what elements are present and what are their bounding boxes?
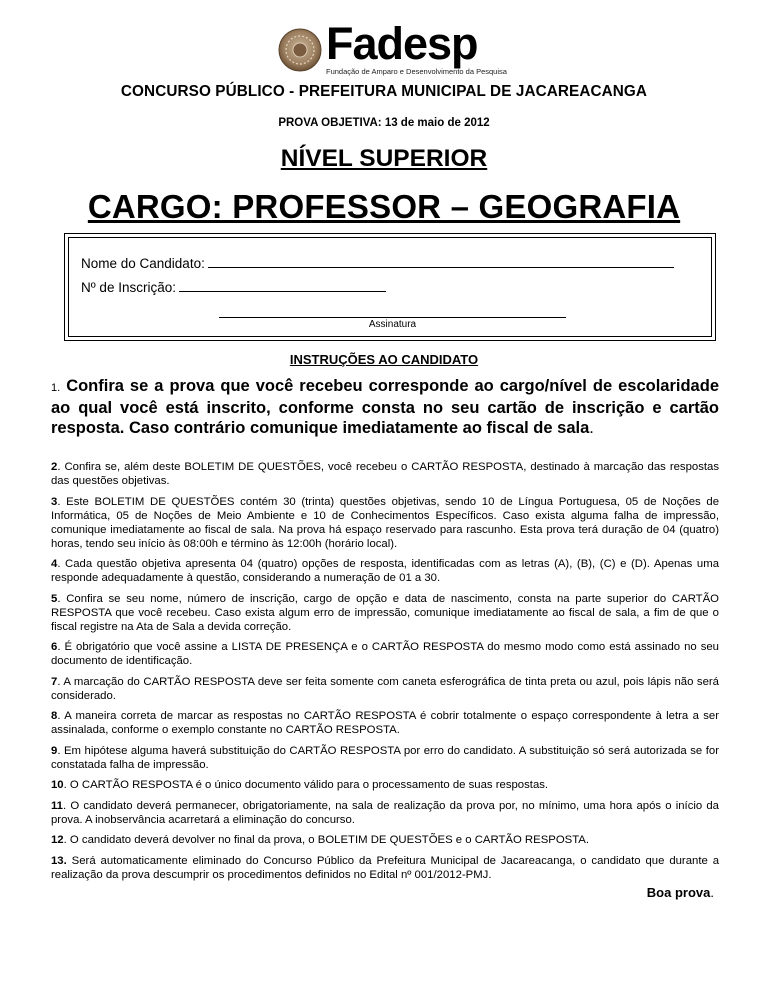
instruction-text: Confira se a prova que você recebeu corresponde ao cargo/nível de escolaridade ao qual você está inscrito, conforme consta no seu cartão de inscrição e cartão resposta. Caso contrário comunique imediatamente ao fiscal de sala bbox=[51, 377, 719, 437]
concurso-title: CONCURSO PÚBLICO - PREFEITURA MUNICIPAL DE JACAREACANGA bbox=[120, 83, 648, 100]
instruction-text: . O CARTÃO RESPOSTA é o único documento válido para o processamento de suas respostas. bbox=[63, 779, 549, 791]
cargo-title: CARGO: PROFESSOR – GEOGRAFIA bbox=[87, 188, 681, 225]
instruction-text: . Cada questão objetiva apresenta 04 (quatro) opções de resposta, identificadas com as letras (A), (B), (C) e (D). Apenas uma responde adequadamente à questão, considerando a numeração de 01 a 30. bbox=[51, 558, 719, 584]
candidate-info-inner bbox=[68, 237, 712, 337]
instruction-item-10 bbox=[51, 778, 719, 792]
instruction-number: 8 bbox=[51, 710, 58, 722]
instruction-number: 13. bbox=[51, 854, 67, 867]
instruction-number: 10 bbox=[51, 779, 64, 791]
instruction-end: . bbox=[589, 419, 594, 437]
instructions-title: INSTRUÇÕES AO CANDIDATO bbox=[289, 352, 479, 367]
inscricao-label: Nº de Inscrição: bbox=[81, 280, 176, 295]
instruction-item-1 bbox=[51, 376, 719, 438]
instruction-number: 5 bbox=[51, 592, 58, 605]
instruction-text: Será automaticamente eliminado do Concurso Público da Prefeitura Municipal de Jacareacanga, o candidato que durante a realização da prova descumprir os procedimentos definidos no Edital nº 001/2012-PMJ. bbox=[51, 854, 719, 881]
instruction-list bbox=[51, 460, 719, 888]
instruction-text: . O candidato deverá permanecer, obrigatoriamente, na sala de realização da prova por, no mínimo, uma hora após o início da prova. A inobservância acarretará a eliminação do concurso. bbox=[51, 799, 719, 826]
instruction-text: . Este BOLETIM DE QUESTÕES contém 30 (trinta) questões objetivas, sendo 10 de Língua Portuguesa, 05 de Noções de Informática, 05 de Noções de Meio Ambiente e 10 de Conhecimentos Específicos. Caso exista alguma falha de impressão, comunique imediatamente ao fiscal de sala. Na prova há espaço reservado para rascunho. Esta prova terá duração de 04 (quatro) horas, tendo seu início às 08:00h e término às 12:00h (horário local). bbox=[51, 495, 719, 550]
candidate-name-line[interactable] bbox=[208, 254, 674, 268]
candidate-name-field[interactable] bbox=[81, 254, 674, 271]
nivel-title: NÍVEL SUPERIOR bbox=[280, 145, 488, 172]
instruction-number: 9 bbox=[51, 744, 58, 757]
instruction-number: 4 bbox=[51, 558, 58, 570]
closing-label: Boa prova bbox=[646, 885, 711, 900]
instruction-text: . Confira se, além deste BOLETIM DE QUESTÕES, você recebeu o CARTÃO RESPOSTA, destinado à marcação das respostas das questões objetivas. bbox=[51, 461, 719, 487]
fadesp-seal-icon bbox=[278, 28, 322, 72]
instruction-text: . A maneira correta de marcar as respostas no CARTÃO RESPOSTA é cobrir totalmente o espaço correspondente à letra a ser assinalada, conforme o exemplo constante no CARTÃO RESPOSTA. bbox=[51, 710, 719, 736]
inscricao-field[interactable] bbox=[81, 278, 386, 295]
inscricao-line[interactable] bbox=[179, 278, 386, 292]
instruction-item-3 bbox=[51, 495, 719, 551]
candidate-info-box bbox=[64, 233, 716, 341]
closing-end: . bbox=[710, 885, 714, 900]
signature-line[interactable] bbox=[219, 317, 566, 318]
instruction-item-11 bbox=[51, 799, 719, 827]
instruction-text: . É obrigatório que você assine a LISTA DE PRESENÇA e o CARTÃO RESPOSTA do mesmo modo como está assinado no seu documento de identificação. bbox=[51, 641, 719, 667]
instruction-number: 2 bbox=[51, 461, 58, 473]
signature-label: Assinatura bbox=[368, 319, 417, 330]
instruction-number: 11 bbox=[51, 799, 63, 812]
closing-text bbox=[647, 885, 714, 900]
logo-tagline: Fundação de Amparo e Desenvolvimento da Pesquisa bbox=[326, 67, 507, 76]
instruction-number: 3 bbox=[51, 495, 58, 508]
instruction-text: . O candidato deverá devolver no final da prova, o BOLETIM DE QUESTÕES e o CARTÃO RESPOSTA. bbox=[63, 834, 590, 846]
instruction-number: 7 bbox=[51, 675, 58, 688]
instruction-text: . Confira se seu nome, número de inscrição, cargo de opção e data de nascimento, consta na parte superior do CARTÃO RESPOSTA que você recebeu. Caso exista algum erro de impressão, comunique imediatamente ao fiscal de sala, a fim de que o fiscal registre na Ata de Sala a devida correção. bbox=[51, 592, 719, 633]
instruction-text: . Em hipótese alguma haverá substituição do CARTÃO RESPOSTA por erro do candidato. A substituição só será autorizada se for constatada falha de impressão. bbox=[51, 744, 719, 771]
instruction-text: . A marcação do CARTÃO RESPOSTA deve ser feita somente com caneta esferográfica de tinta preta ou azul, pois lápis não será considerado. bbox=[51, 675, 719, 702]
instruction-item-12 bbox=[51, 833, 719, 847]
instruction-item-2 bbox=[51, 460, 719, 488]
instruction-item-4 bbox=[51, 557, 719, 585]
instruction-item-13 bbox=[51, 854, 719, 882]
instruction-number: 1. bbox=[51, 382, 61, 394]
prova-date: PROVA OBJETIVA: 13 de maio de 2012 bbox=[278, 117, 490, 129]
logo-brand: Fadesp bbox=[326, 18, 478, 69]
instruction-item-6 bbox=[51, 640, 719, 668]
instruction-number: 6 bbox=[51, 641, 58, 653]
instruction-number: 12 bbox=[51, 834, 64, 846]
instruction-item-5 bbox=[51, 592, 719, 634]
instruction-item-8 bbox=[51, 709, 719, 737]
instruction-item-7 bbox=[51, 675, 719, 703]
candidate-name-label: Nome do Candidato: bbox=[81, 256, 205, 271]
instruction-item-9 bbox=[51, 744, 719, 772]
fadesp-logo bbox=[278, 18, 507, 78]
